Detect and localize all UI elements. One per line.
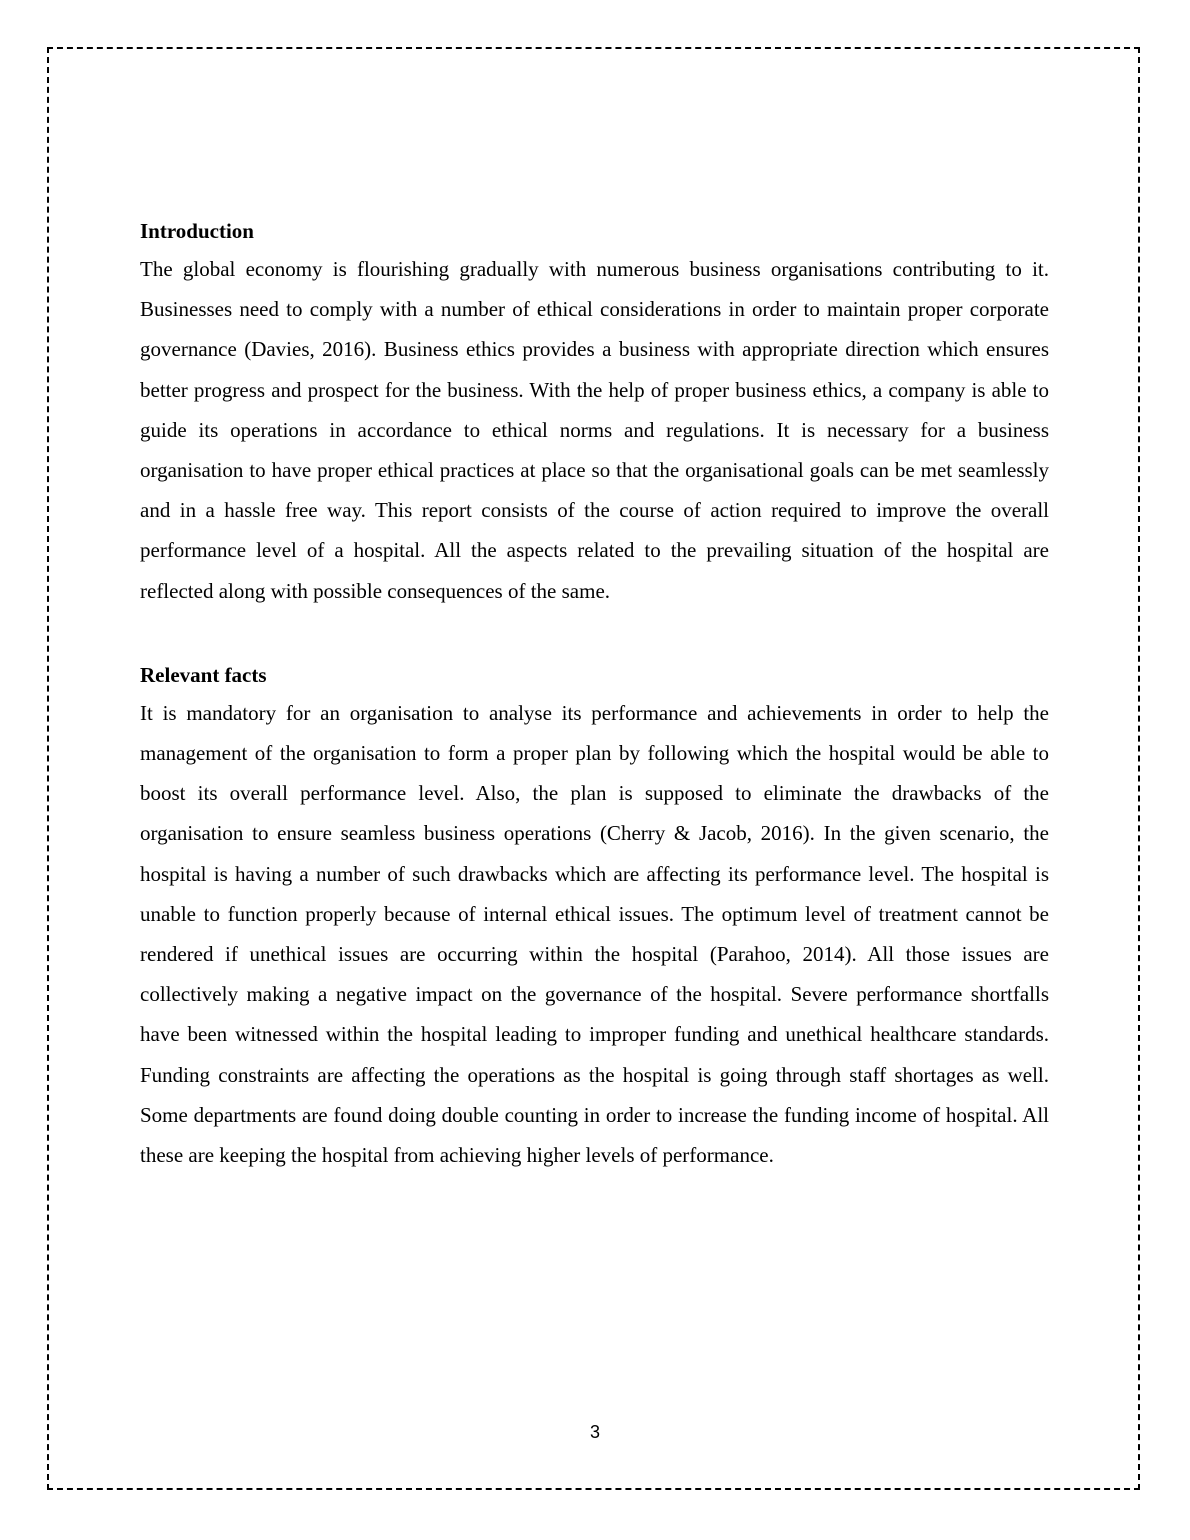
section-introduction: [140, 213, 1049, 611]
section-heading: Introduction: [140, 219, 254, 243]
page-number: 3: [589, 1422, 600, 1442]
section-spacer: [140, 611, 1049, 657]
section-paragraph: The global economy is flourishing gradually with numerous business organisations contributing to it. Businesses need to comply with a number of ethical considerations in order to maintain proper corporate governance (Davies, 2016). Business ethics provides a business with appropriate direction which ensures better progress and prospect for the business. With the help of proper business ethics, a company is able to guide its operations in accordance to ethical norms and regulations. It is necessary for a business organisation to have proper ethical practices at place so that the organisational goals can be met seamlessly and in a hassle free way. This report consists of the course of action required to improve the overall performance level of a hospital. All the aspects related to the prevailing situation of the hospital are reflected along with possible consequences of the same.: [140, 257, 1049, 603]
document-body: [140, 213, 1049, 1175]
section-relevant-facts: [140, 657, 1049, 1175]
section-paragraph: It is mandatory for an organisation to analyse its performance and achievements in order to help the management of the organisation to form a proper plan by following which the hospital would be able to boost its overall performance level. Also, the plan is supposed to eliminate the drawbacks of the organisation to ensure seamless business operations (Cherry & Jacob, 2016). In the given scenario, the hospital is having a number of such drawbacks which are affecting its performance level. The hospital is unable to function properly because of internal ethical issues. The optimum level of treatment cannot be rendered if unethical issues are occurring within the hospital (Parahoo, 2014). All those issues are collectively making a negative impact on the governance of the hospital. Severe performance shortfalls have been witnessed within the hospital leading to improper funding and unethical healthcare standards. Funding constraints are affecting the operations as the hospital is going through staff shortages as well. Some departments are found doing double counting in order to increase the funding income of hospital. All these are keeping the hospital from achieving higher levels of performance.: [140, 700, 1049, 1168]
section-heading: Relevant facts: [140, 662, 267, 687]
